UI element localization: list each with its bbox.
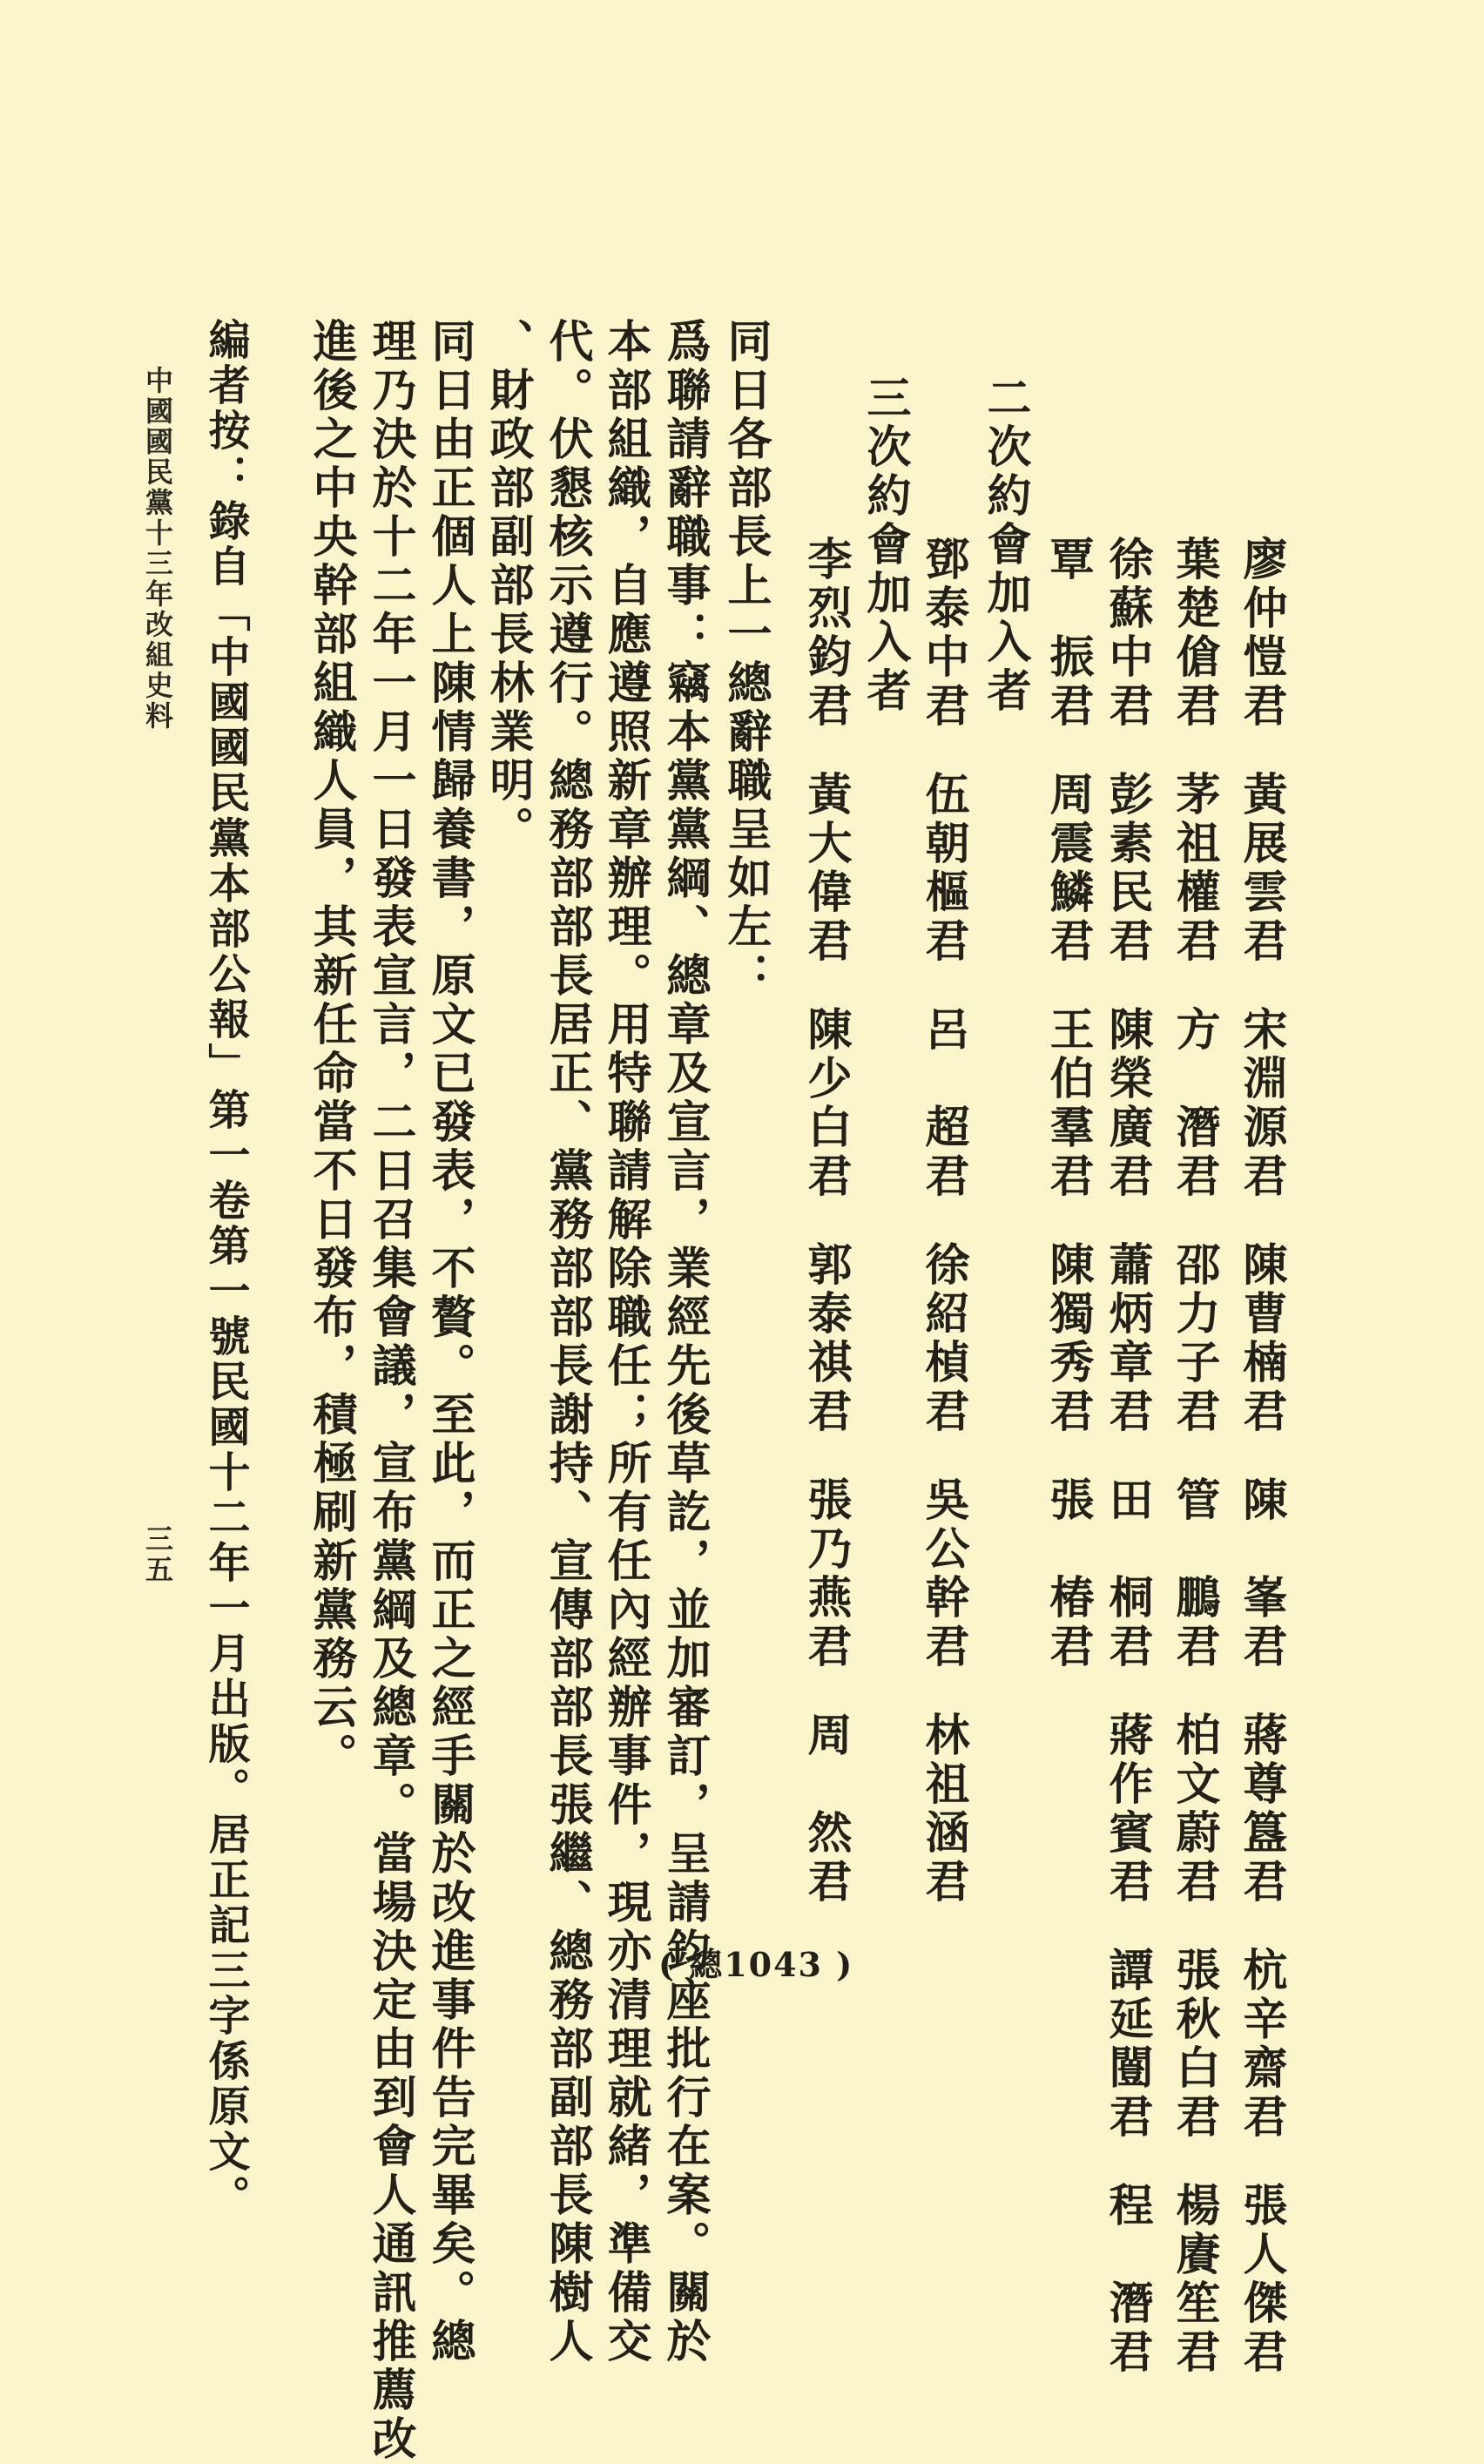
name-entry: 田 桐君 — [1101, 1476, 1153, 1671]
name-entry: 張 椿君 — [1042, 1476, 1094, 1671]
name-entry: 周 然君 — [799, 1711, 852, 1907]
name-entry: 蔣尊簋君 — [1235, 1711, 1287, 1907]
name-entry: 覃 振君 — [1042, 536, 1094, 731]
name-entry: 徐紹楨君 — [917, 1241, 969, 1436]
running-title: 中國國民黨十三年改組史料 — [141, 366, 174, 732]
prose-line-2: 爲聯請辭職事：竊本黨黨綱、總章及宣言，業經先後草訖，並加審訂，呈請鈞座批行在案。關於 — [658, 318, 711, 2366]
section-heading-second-meeting: 二次約會加入者 — [979, 375, 1031, 716]
name-entry: 鄧泰中君 — [917, 536, 969, 731]
name-column-4 — [1042, 422, 1134, 1671]
name-entry: 黃大偉君 — [799, 771, 852, 966]
name-entry: 葉楚傖君 — [1168, 536, 1220, 731]
name-entry: 柏文蔚君 — [1168, 1711, 1220, 1907]
name-entry: 蕭炳章君 — [1101, 1241, 1153, 1436]
name-entry: 宋淵源君 — [1235, 1006, 1287, 1201]
name-entry: 管 鵬君 — [1168, 1476, 1220, 1671]
name-entry: 徐蘇中君 — [1101, 536, 1153, 731]
name-entry: 黃展雲君 — [1235, 771, 1287, 966]
name-entry: 吳公幹君 — [917, 1476, 969, 1671]
name-entry: 陳 峯君 — [1235, 1476, 1287, 1671]
name-column-8 — [799, 422, 892, 1907]
name-entry: 邵力子君 — [1168, 1241, 1220, 1436]
name-entry: 蔣作賓君 — [1101, 1711, 1153, 1907]
name-entry: 茅祖權君 — [1168, 771, 1220, 966]
name-entry: 呂 超君 — [917, 1006, 969, 1201]
name-entry: 廖仲愷君 — [1235, 536, 1287, 731]
name-entry: 李烈鈞君 — [799, 536, 852, 731]
prose-line-4: 代。伏懇核示遵行。總務部部長居正、黨務部部長謝持、宣傳部部長張繼、總務部副部長陳樹人 — [541, 318, 593, 2366]
name-entry: 杭辛齋君 — [1235, 1947, 1287, 2142]
name-entry: 程 潛君 — [1101, 2182, 1153, 2377]
name-entry: 張人傑君 — [1235, 2182, 1287, 2377]
name-entry: 陳曹楠君 — [1235, 1241, 1287, 1436]
prose-line-5: 、財政部副部長林業明。 — [482, 318, 534, 854]
section-heading-third-meeting: 三次約會加入者 — [859, 375, 911, 716]
name-entry: 陳榮廣君 — [1101, 1006, 1153, 1201]
name-column-6 — [917, 422, 1009, 1907]
editor-note: 編者按：錄自「中國國民黨本部公報」第一卷第一號民國十二年一月出版。居正記三字係原文。 — [201, 318, 250, 2220]
name-entry: 王伯羣君 — [1042, 1006, 1094, 1201]
prose-line-6: 同日由正個人上陳情歸養書，原文已發表，不贅。至此，而正之經手關於改進事件告完畢矣。總 — [423, 318, 476, 2366]
name-entry: 張乃燕君 — [799, 1476, 852, 1671]
prose-line-8: 進後之中央幹部組織人員，其新任命當不日發布，積極刷新黨務云。 — [305, 318, 357, 1781]
name-entry: 郭泰祺君 — [799, 1241, 852, 1436]
name-entry: 周震鱗君 — [1042, 771, 1094, 966]
page-number-total: ( 總1043 ) — [658, 1945, 854, 1984]
name-entry: 彭素民君 — [1101, 771, 1153, 966]
name-entry: 楊賡笙君 — [1168, 2182, 1220, 2377]
prose-line-3: 本部組織，自應遵照新章辦理。用特聯請解除職任；所有任內經辦事件，現亦清理就緒，準備交 — [599, 318, 651, 2366]
name-entry: 譚延闓君 — [1101, 1947, 1153, 2142]
prose-line-7: 理乃決於十二年一月一日發表宣言，二日召集會議，宣布黨綱及總章。當場決定由到會人通訊推薦改 — [364, 318, 416, 2464]
name-entry: 張秋白君 — [1168, 1947, 1220, 2142]
name-entry: 陳少白君 — [799, 1006, 852, 1201]
prose-line-1: 同日各部長上一總辭職呈如左： — [719, 318, 772, 1001]
name-entry: 伍朝樞君 — [917, 771, 969, 966]
page-number-local: 三五 — [141, 1524, 174, 1585]
name-entry: 方 潛君 — [1168, 1006, 1220, 1201]
name-entry: 林祖涵君 — [917, 1711, 969, 1907]
name-entry: 陳獨秀君 — [1042, 1241, 1094, 1436]
